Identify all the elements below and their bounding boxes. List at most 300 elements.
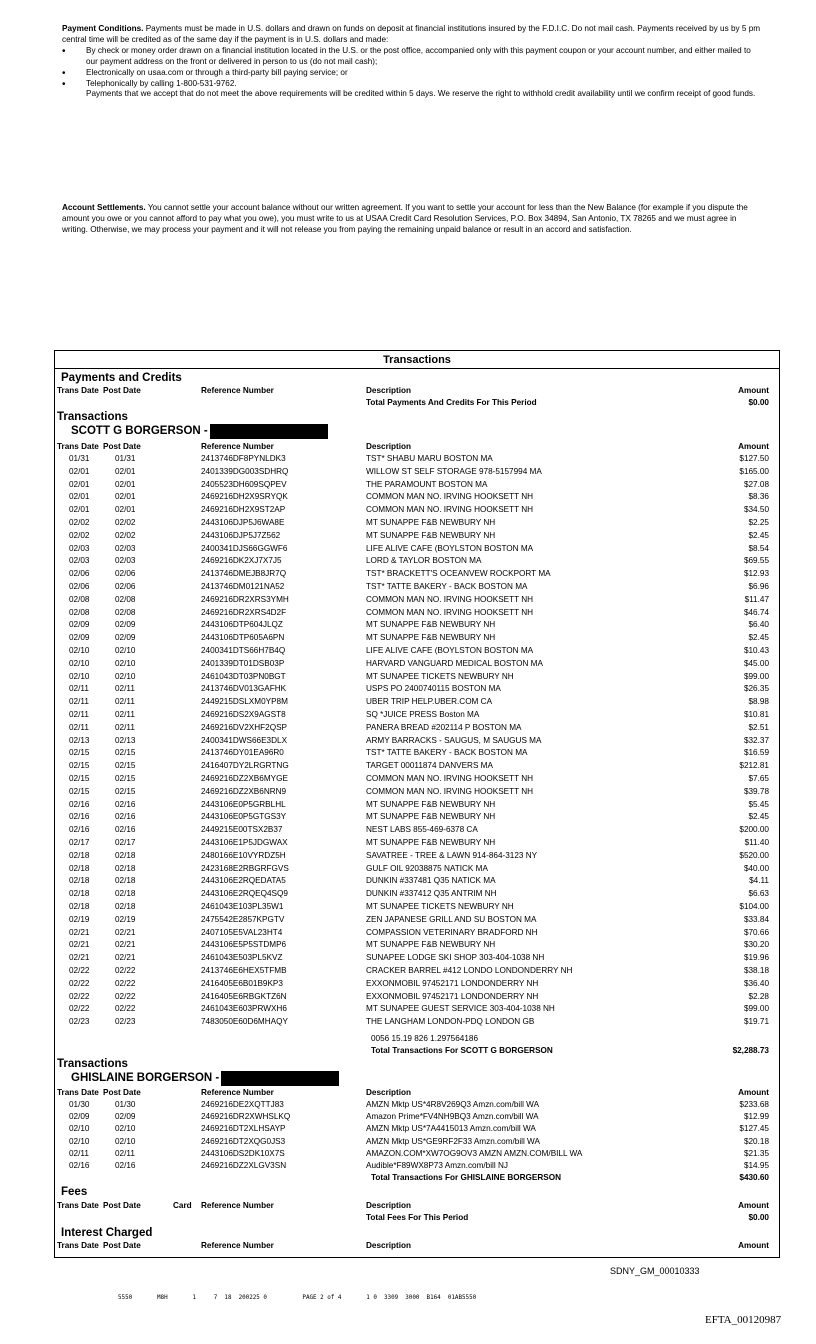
reference-number: 2443106E2RQEDATA5 xyxy=(201,876,286,886)
post-date: 02/02 xyxy=(115,518,136,527)
description: COMMON MAN NO. IRVING HOOKSETT NH xyxy=(366,786,534,796)
reference-number: 2443106DJP5J7Z562 xyxy=(201,530,281,540)
transaction-row xyxy=(55,581,779,593)
amount: $520.00 xyxy=(739,850,769,860)
post-date: 02/15 xyxy=(115,748,136,758)
account-settlements xyxy=(62,203,762,236)
description: WILLOW ST SELF STORAGE 978-5157994 MA xyxy=(366,466,542,476)
post-date: 02/18 xyxy=(115,863,136,873)
trans-date: 02/22 xyxy=(69,991,90,1001)
trans-date: 02/11 xyxy=(69,1148,89,1158)
trans-date: 02/10 xyxy=(69,1124,90,1134)
post-date: 02/16 xyxy=(115,799,136,809)
transaction-row xyxy=(55,747,779,759)
transaction-row xyxy=(55,671,779,683)
description: DUNKIN #337481 Q35 NATICK MA xyxy=(366,876,496,886)
description: AMZN Mktp US*GE9RF2F33 Amzn.com/bill WA xyxy=(366,1136,540,1146)
amount: $127.50 xyxy=(739,454,769,463)
trans-date: 02/19 xyxy=(69,914,90,924)
amount: $40.00 xyxy=(743,863,769,873)
transaction-row xyxy=(55,1016,779,1028)
trans-date: 02/22 xyxy=(69,966,90,975)
transaction-row xyxy=(55,504,779,516)
reference-number: 2413746DY01EA96R0 xyxy=(201,748,284,758)
transaction-row xyxy=(55,543,779,555)
post-date: 02/09 xyxy=(115,620,136,630)
transaction-row xyxy=(55,863,779,875)
amount: $21.35 xyxy=(743,1148,769,1158)
transactions-box xyxy=(54,350,780,1258)
ghislaine-transactions-heading: Transactions xyxy=(57,1058,128,1070)
amount: $38.18 xyxy=(743,966,769,975)
post-date: 02/03 xyxy=(115,556,136,566)
description: MT SUNAPPE F&B NEWBURY NH xyxy=(366,799,496,809)
description: COMMON MAN NO. IRVING HOOKSETT NH xyxy=(366,594,534,604)
post-date: 02/11 xyxy=(115,697,135,707)
scott-fx-row xyxy=(55,1033,779,1045)
amount: $165.00 xyxy=(739,466,769,476)
amount: $70.66 xyxy=(743,927,769,937)
trans-date: 02/23 xyxy=(69,1017,90,1027)
trans-date: 02/16 xyxy=(69,1161,90,1170)
amount: $12.93 xyxy=(743,569,769,579)
post-date: 02/08 xyxy=(115,594,136,604)
transaction-row xyxy=(55,850,779,862)
transaction-row xyxy=(55,888,779,900)
trans-date: 02/18 xyxy=(69,863,90,873)
amount: $19.96 xyxy=(743,953,769,963)
reference-number: 2443106E5P5STDMP6 xyxy=(201,940,287,950)
post-date: 02/22 xyxy=(115,978,136,988)
reference-number: 2461043E503PL5KVZ xyxy=(201,953,283,963)
amount: $10.43 xyxy=(743,646,769,655)
reference-number: 2416405E6B01B9KP3 xyxy=(201,978,283,988)
amount: $27.08 xyxy=(743,479,769,489)
post-date: 02/16 xyxy=(115,812,136,822)
description: EXXONMOBIL 97452171 LONDONDERRY NH xyxy=(366,978,539,988)
description: LIFE ALIVE CAFE (BOYLSTON BOSTON MA xyxy=(366,543,534,553)
payment-closing: Payments that we accept that do not meet the above requirements will be credited within 5 days. We reserve the right to withhold credit availability until we confirm receipt of good funds. xyxy=(86,89,756,99)
reference-number: 2401339DG003SDHRQ xyxy=(201,466,289,476)
reference-number: 2469216DV2XHF2QSP xyxy=(201,722,288,732)
transaction-row xyxy=(55,530,779,542)
reference-number: 2469216DZ2XB6MYGE xyxy=(201,774,288,783)
amount: $2.45 xyxy=(748,530,769,540)
transaction-row xyxy=(55,965,779,977)
payment-bullet: • Telephonically by calling 1-800-531-9762. xyxy=(62,79,762,90)
post-date: 02/10 xyxy=(115,1124,136,1134)
trans-date: 02/13 xyxy=(69,735,90,745)
header-trans-date: Trans Date xyxy=(57,442,99,451)
trans-date: 02/11 xyxy=(69,697,89,707)
payment-bullet: • By check or money order drawn on a financial institution located in the U.S. or the post office, accompanied only with this payment coupon or your account number, and either mailed to our payment address on the front or delivered in person to us (do not mail cash); xyxy=(62,46,762,68)
amount: $104.00 xyxy=(739,902,769,911)
trans-date: 02/21 xyxy=(69,953,90,963)
amount: $69.55 xyxy=(743,556,769,566)
scott-cardholder-name: SCOTT G BORGERSON - xyxy=(71,425,208,437)
transaction-row xyxy=(55,696,779,708)
transaction-row xyxy=(55,645,779,657)
reference-number: 2461043E603PRWXH6 xyxy=(201,1004,287,1014)
description: NEST LABS 855-469-6378 CA xyxy=(366,825,478,835)
post-date: 02/19 xyxy=(115,914,136,924)
header-amount: Amount xyxy=(738,1201,769,1210)
amount: $7.65 xyxy=(748,774,769,783)
reference-number: 2443106E0P5GRBLHL xyxy=(201,799,286,809)
account-settlements-title: Account Settlements. xyxy=(62,203,146,212)
post-date: 02/23 xyxy=(115,1017,136,1027)
reference-number: 2401339DT01DSB03P xyxy=(201,658,285,668)
amount: $32.37 xyxy=(743,735,769,745)
amount: $2.45 xyxy=(748,812,769,822)
reference-number: 2443106DJP5J6WA8E xyxy=(201,518,285,527)
transaction-row xyxy=(55,466,779,478)
reference-number: 2469216DR2XWHSLKQ xyxy=(201,1112,291,1122)
description: PANERA BREAD #202114 P BOSTON MA xyxy=(366,722,522,732)
ghislaine-total-label: Total Transactions For GHISLAINE BORGERSON xyxy=(371,1173,562,1182)
post-date: 02/10 xyxy=(115,658,136,668)
description: Audible*F89WX8P73 Amzn.com/bill NJ xyxy=(366,1161,508,1170)
amount: $5.45 xyxy=(748,799,769,809)
description: TARGET 00011874 DANVERS MA xyxy=(366,761,493,771)
transaction-row xyxy=(55,786,779,798)
post-date: 02/09 xyxy=(115,1112,136,1122)
scott-header-row xyxy=(55,441,779,453)
description: MT SUNAPEE TICKETS NEWBURY NH xyxy=(366,902,514,911)
post-date: 02/10 xyxy=(115,646,136,655)
ghislaine-header-row xyxy=(55,1087,779,1099)
post-date: 02/16 xyxy=(115,825,136,835)
trans-date: 02/08 xyxy=(69,607,90,617)
trans-date: 02/18 xyxy=(69,850,90,860)
trans-date: 02/18 xyxy=(69,902,90,911)
transaction-row xyxy=(55,875,779,887)
header-amount: Amount xyxy=(738,442,769,451)
description: MT SUNAPPE F&B NEWBURY NH xyxy=(366,812,496,822)
trans-date: 02/01 xyxy=(69,466,90,476)
ghislaine-cardholder-name: GHISLAINE BORGERSON - xyxy=(71,1072,220,1084)
header-reference: Reference Number xyxy=(201,386,274,395)
description: AMAZON.COM*XW7OG9OV3 AMZN AMZN.COM/BILL WA xyxy=(366,1148,583,1158)
trans-date: 02/15 xyxy=(69,774,90,783)
reference-number: 2461043E103PL35W1 xyxy=(201,902,284,911)
description: UBER TRIP HELP.UBER.COM CA xyxy=(366,697,493,707)
description: TST* BRACKETT'S OCEANVEW ROCKPORT MA xyxy=(366,569,551,579)
description: TST* SHABU MARU BOSTON MA xyxy=(366,454,493,463)
post-date: 02/21 xyxy=(115,940,136,950)
trans-date: 02/16 xyxy=(69,799,90,809)
reference-number: 2400341DTS66H7B4Q xyxy=(201,646,286,655)
reference-number: 2400341DJS66GGWF6 xyxy=(201,543,288,553)
reference-number: 2469216DZ2XB6NRN9 xyxy=(201,786,287,796)
transaction-row xyxy=(55,811,779,823)
trans-date: 02/10 xyxy=(69,646,90,655)
reference-number: 2423168E2RBGRFGVS xyxy=(201,863,289,873)
reference-number: 2469216DE2XQTTJ83 xyxy=(201,1100,284,1109)
post-date: 02/01 xyxy=(115,466,136,476)
trans-date: 01/31 xyxy=(69,454,90,463)
trans-date: 02/21 xyxy=(69,940,90,950)
amount: $8.54 xyxy=(748,543,769,553)
post-date: 02/22 xyxy=(115,991,136,1001)
transaction-row xyxy=(55,658,779,670)
reference-number: 2443106DS2DK10X7S xyxy=(201,1148,285,1158)
trans-date: 02/15 xyxy=(69,761,90,771)
description: GULF OIL 92038875 NATICK MA xyxy=(366,863,488,873)
transaction-row xyxy=(55,978,779,990)
fees-header-row xyxy=(55,1200,779,1212)
reference-number: 2405523DH609SQPEV xyxy=(201,479,287,489)
amount: $8.98 xyxy=(748,697,769,707)
header-description: Description xyxy=(366,1201,412,1210)
transaction-row xyxy=(55,683,779,695)
description: TST* TATTE BAKERY - BACK BOSTON MA xyxy=(366,748,528,758)
post-date: 02/21 xyxy=(115,953,136,963)
description: COMMON MAN NO. IRVING HOOKSETT NH xyxy=(366,774,534,783)
post-date: 02/21 xyxy=(115,927,136,937)
trans-date: 02/22 xyxy=(69,978,90,988)
description: SQ *JUICE PRESS Boston MA xyxy=(366,710,480,719)
post-date: 02/10 xyxy=(115,671,136,681)
amount: $19.71 xyxy=(743,1017,769,1027)
reference-number: 2469216DK2XJ7X7J5 xyxy=(201,556,282,566)
transaction-row xyxy=(55,607,779,619)
reference-number: 2469216DS2X9AGST8 xyxy=(201,710,286,719)
post-date: 02/13 xyxy=(115,735,136,745)
trans-date: 02/10 xyxy=(69,1136,90,1146)
description: MT SUNAPPE F&B NEWBURY NH xyxy=(366,620,496,630)
trans-date: 02/10 xyxy=(69,658,90,668)
description: SUNAPEE LODGE SKI SHOP 303-404-1038 NH xyxy=(366,953,545,963)
amount: $12.99 xyxy=(743,1112,769,1122)
amount: $99.00 xyxy=(743,671,769,681)
fees-total-label: Total Fees For This Period xyxy=(366,1213,469,1222)
interest-header-row xyxy=(55,1240,779,1252)
reference-number: 2469216DT2XQG0JS3 xyxy=(201,1136,286,1146)
description: USPS PO 2400740115 BOSTON MA xyxy=(366,684,501,694)
fx-detail: 0056 15.19 826 1.297564186 xyxy=(371,1034,478,1043)
amount: $6.40 xyxy=(748,620,769,630)
reference-number: 2413746DM0121NA52 xyxy=(201,582,285,591)
transaction-row xyxy=(55,773,779,785)
payments-header-row xyxy=(55,385,779,397)
post-date: 02/06 xyxy=(115,569,136,579)
transaction-row xyxy=(55,517,779,529)
ghislaine-cardholder xyxy=(71,1071,339,1086)
header-description: Description xyxy=(366,442,412,451)
trans-date: 02/09 xyxy=(69,633,90,643)
payments-total-row xyxy=(55,397,779,409)
reference-number: 2413746DMEJB8JR7Q xyxy=(201,569,287,579)
trans-date: 02/06 xyxy=(69,569,90,579)
amount: $6.96 xyxy=(748,582,769,591)
transaction-row xyxy=(55,991,779,1003)
trans-date: 02/11 xyxy=(69,684,89,694)
scott-total-amount: $2,288.73 xyxy=(732,1046,769,1055)
amount: $34.50 xyxy=(743,505,769,515)
post-date: 02/08 xyxy=(115,607,136,617)
account-settlements-text: You cannot settle your account balance without our written agreement. If you want to settle your account for less than the New Balance (for example if you dispute the amount you owe or you cannot afford to pay what you owe), you must write to us at USAA Credit Card Resolution Services, P.O. Box 34894, San Antonio, TX 78265 and we must agree in writing. Otherwise, we may process your payment and it will not release you from paying the remaining unpaid balance or result in an accord and satisfaction. xyxy=(62,203,748,234)
trans-date: 02/11 xyxy=(69,710,89,719)
transaction-row xyxy=(55,901,779,913)
description: ZEN JAPANESE GRILL AND SU BOSTON MA xyxy=(366,914,537,924)
post-date: 02/11 xyxy=(115,684,135,694)
post-date: 02/11 xyxy=(115,710,135,719)
payments-credits-heading: Payments and Credits xyxy=(61,372,182,384)
description: MT SUNAPPE F&B NEWBURY NH xyxy=(366,633,496,643)
trans-date: 02/06 xyxy=(69,582,90,591)
amount: $127.45 xyxy=(739,1124,769,1134)
amount: $212.81 xyxy=(739,761,769,771)
reference-number: 2469216DR2XRS3YMH xyxy=(201,594,289,604)
header-card: Card xyxy=(173,1201,192,1210)
amount: $99.00 xyxy=(743,1004,769,1014)
trans-date: 02/17 xyxy=(69,838,90,847)
transaction-row xyxy=(55,568,779,580)
payment-conditions xyxy=(62,24,762,100)
trans-date: 02/10 xyxy=(69,671,90,681)
description: MT SUNAPEE TICKETS NEWBURY NH xyxy=(366,671,514,681)
amount: $20.18 xyxy=(743,1136,769,1146)
post-date: 02/11 xyxy=(115,1148,135,1158)
reference-number: 2407105E5VAL23HT4 xyxy=(201,927,283,937)
transaction-row xyxy=(55,1136,779,1148)
amount: $16.59 xyxy=(743,748,769,758)
reference-number: 2400341DWS66E3DLX xyxy=(201,735,288,745)
description: COMMON MAN NO. IRVING HOOKSETT NH xyxy=(366,607,534,617)
redaction-bar xyxy=(221,1071,339,1086)
description: AMZN Mktp US*7A4415013 Amzn.com/bill WA xyxy=(366,1124,536,1134)
amount: $2.51 xyxy=(748,722,769,732)
fees-heading: Fees xyxy=(61,1186,88,1198)
transaction-row xyxy=(55,722,779,734)
transaction-row xyxy=(55,1123,779,1135)
amount: $2.45 xyxy=(748,633,769,643)
description: COMMON MAN NO. IRVING HOOKSETT NH xyxy=(366,492,534,502)
trans-date: 02/16 xyxy=(69,812,90,822)
amount: $30.20 xyxy=(743,940,769,950)
post-date: 02/18 xyxy=(115,876,136,886)
description: TST* TATTE BAKERY - BACK BOSTON MA xyxy=(366,582,528,591)
description: HARVARD VANGUARD MEDICAL BOSTON MA xyxy=(366,658,543,668)
interest-heading: Interest Charged xyxy=(61,1227,153,1239)
description: MT SUNAPPE F&B NEWBURY NH xyxy=(366,940,496,950)
reference-number: 2413746DF8PYNLDK3 xyxy=(201,454,286,463)
amount: $2.28 xyxy=(748,991,769,1001)
amount: $200.00 xyxy=(739,825,769,835)
post-date: 02/02 xyxy=(115,530,136,540)
statement-code-line: 5550 M8H 1 7 18 200225 0 PAGE 2 of 4 1 0 3309 3000 B164 01AB5550 xyxy=(118,1295,477,1301)
post-date: 02/18 xyxy=(115,902,136,911)
trans-date: 02/01 xyxy=(69,492,90,502)
amount: $36.40 xyxy=(743,978,769,988)
amount: $33.84 xyxy=(743,914,769,924)
scott-total-label: Total Transactions For SCOTT G BORGERSON xyxy=(371,1046,553,1055)
transaction-row xyxy=(55,1099,779,1111)
fees-total-amount: $0.00 xyxy=(748,1213,769,1222)
header-post-date: Post Date xyxy=(103,1241,141,1250)
description: MT SUNAPPE F&B NEWBURY NH xyxy=(366,518,496,527)
amount: $6.63 xyxy=(748,889,769,899)
amount: $4.11 xyxy=(749,876,769,886)
post-date: 02/22 xyxy=(115,1004,136,1014)
description: THE LANGHAM LONDON-PDQ LONDON GB xyxy=(366,1017,535,1027)
post-date: 02/22 xyxy=(115,966,136,975)
transaction-row xyxy=(55,914,779,926)
transactions-box-title: Transactions xyxy=(55,351,779,369)
transaction-row xyxy=(55,824,779,836)
header-post-date: Post Date xyxy=(103,386,141,395)
transaction-row xyxy=(55,799,779,811)
reference-number: 2469216DH2X9ST2AP xyxy=(201,505,286,515)
header-description: Description xyxy=(366,386,412,395)
fees-total-row xyxy=(55,1212,779,1224)
amount: $2.25 xyxy=(748,518,769,527)
description: AMZN Mktp US*4R8V269Q3 Amzn.com/bill WA xyxy=(366,1100,540,1109)
post-date: 02/15 xyxy=(115,774,136,783)
transaction-row xyxy=(55,594,779,606)
ghislaine-total-amount: $430.60 xyxy=(739,1173,769,1182)
transaction-row xyxy=(55,619,779,631)
reference-number: 2416405E6RBGKTZ6N xyxy=(201,991,287,1001)
post-date: 02/09 xyxy=(115,633,136,643)
trans-date: 02/02 xyxy=(69,518,90,527)
amount: $11.40 xyxy=(744,838,769,847)
trans-date: 02/11 xyxy=(69,722,89,732)
description: COMMON MAN NO. IRVING HOOKSETT NH xyxy=(366,505,534,515)
reference-number: 2449215DSLXM0YP8M xyxy=(201,697,288,707)
transaction-row xyxy=(55,735,779,747)
amount: $26.35 xyxy=(743,684,769,694)
header-amount: Amount xyxy=(738,386,769,395)
description: CRACKER BARREL #412 LONDO LONDONDERRY NH xyxy=(366,966,573,975)
post-date: 02/11 xyxy=(115,722,135,732)
header-reference: Reference Number xyxy=(201,442,274,451)
payment-conditions-title: Payment Conditions. xyxy=(62,24,144,33)
amount: $233.68 xyxy=(739,1100,769,1109)
post-date: 02/15 xyxy=(115,786,136,796)
reference-number: 2443106DTP604JLQZ xyxy=(201,620,283,630)
trans-date: 02/01 xyxy=(69,505,90,515)
description: MT SUNAPPE F&B NEWBURY NH xyxy=(366,530,496,540)
post-date: 02/06 xyxy=(115,582,136,591)
amount: $8.36 xyxy=(748,492,769,502)
header-post-date: Post Date xyxy=(103,1088,141,1097)
header-reference: Reference Number xyxy=(201,1201,274,1210)
trans-date: 02/21 xyxy=(69,927,90,937)
reference-number: 2413746E6HEX5TFMB xyxy=(201,966,287,975)
transaction-row xyxy=(55,837,779,849)
header-trans-date: Trans Date xyxy=(57,1241,99,1250)
header-post-date: Post Date xyxy=(103,442,141,451)
transaction-row xyxy=(55,952,779,964)
trans-date: 02/18 xyxy=(69,876,90,886)
transaction-row xyxy=(55,555,779,567)
post-date: 02/10 xyxy=(115,1136,136,1146)
description: DUNKIN #337412 Q35 ANTRIM NH xyxy=(366,889,497,899)
header-trans-date: Trans Date xyxy=(57,1088,99,1097)
reference-number: 2413746DV013GAFHK xyxy=(201,684,287,694)
amount: $45.00 xyxy=(743,658,769,668)
amount: $10.81 xyxy=(743,710,769,719)
description: Amazon Prime*FV4NH9BQ3 Amzn.com/bill WA xyxy=(366,1112,539,1122)
reference-number: 2480166E10VYRDZ5H xyxy=(201,850,286,860)
trans-date: 01/30 xyxy=(69,1100,90,1109)
payment-conditions-intro: Payments must be made in U.S. dollars and drawn on funds on deposit at financial institutions insured by the F.D.I.C. Do not mail cash. Payments received by us by 5 pm central time will be credited as of the same day if the payment is in U.S. dollars and made: xyxy=(62,24,761,44)
amount: $39.78 xyxy=(743,786,769,796)
post-date: 02/16 xyxy=(115,1161,136,1170)
transaction-row xyxy=(55,1160,779,1172)
